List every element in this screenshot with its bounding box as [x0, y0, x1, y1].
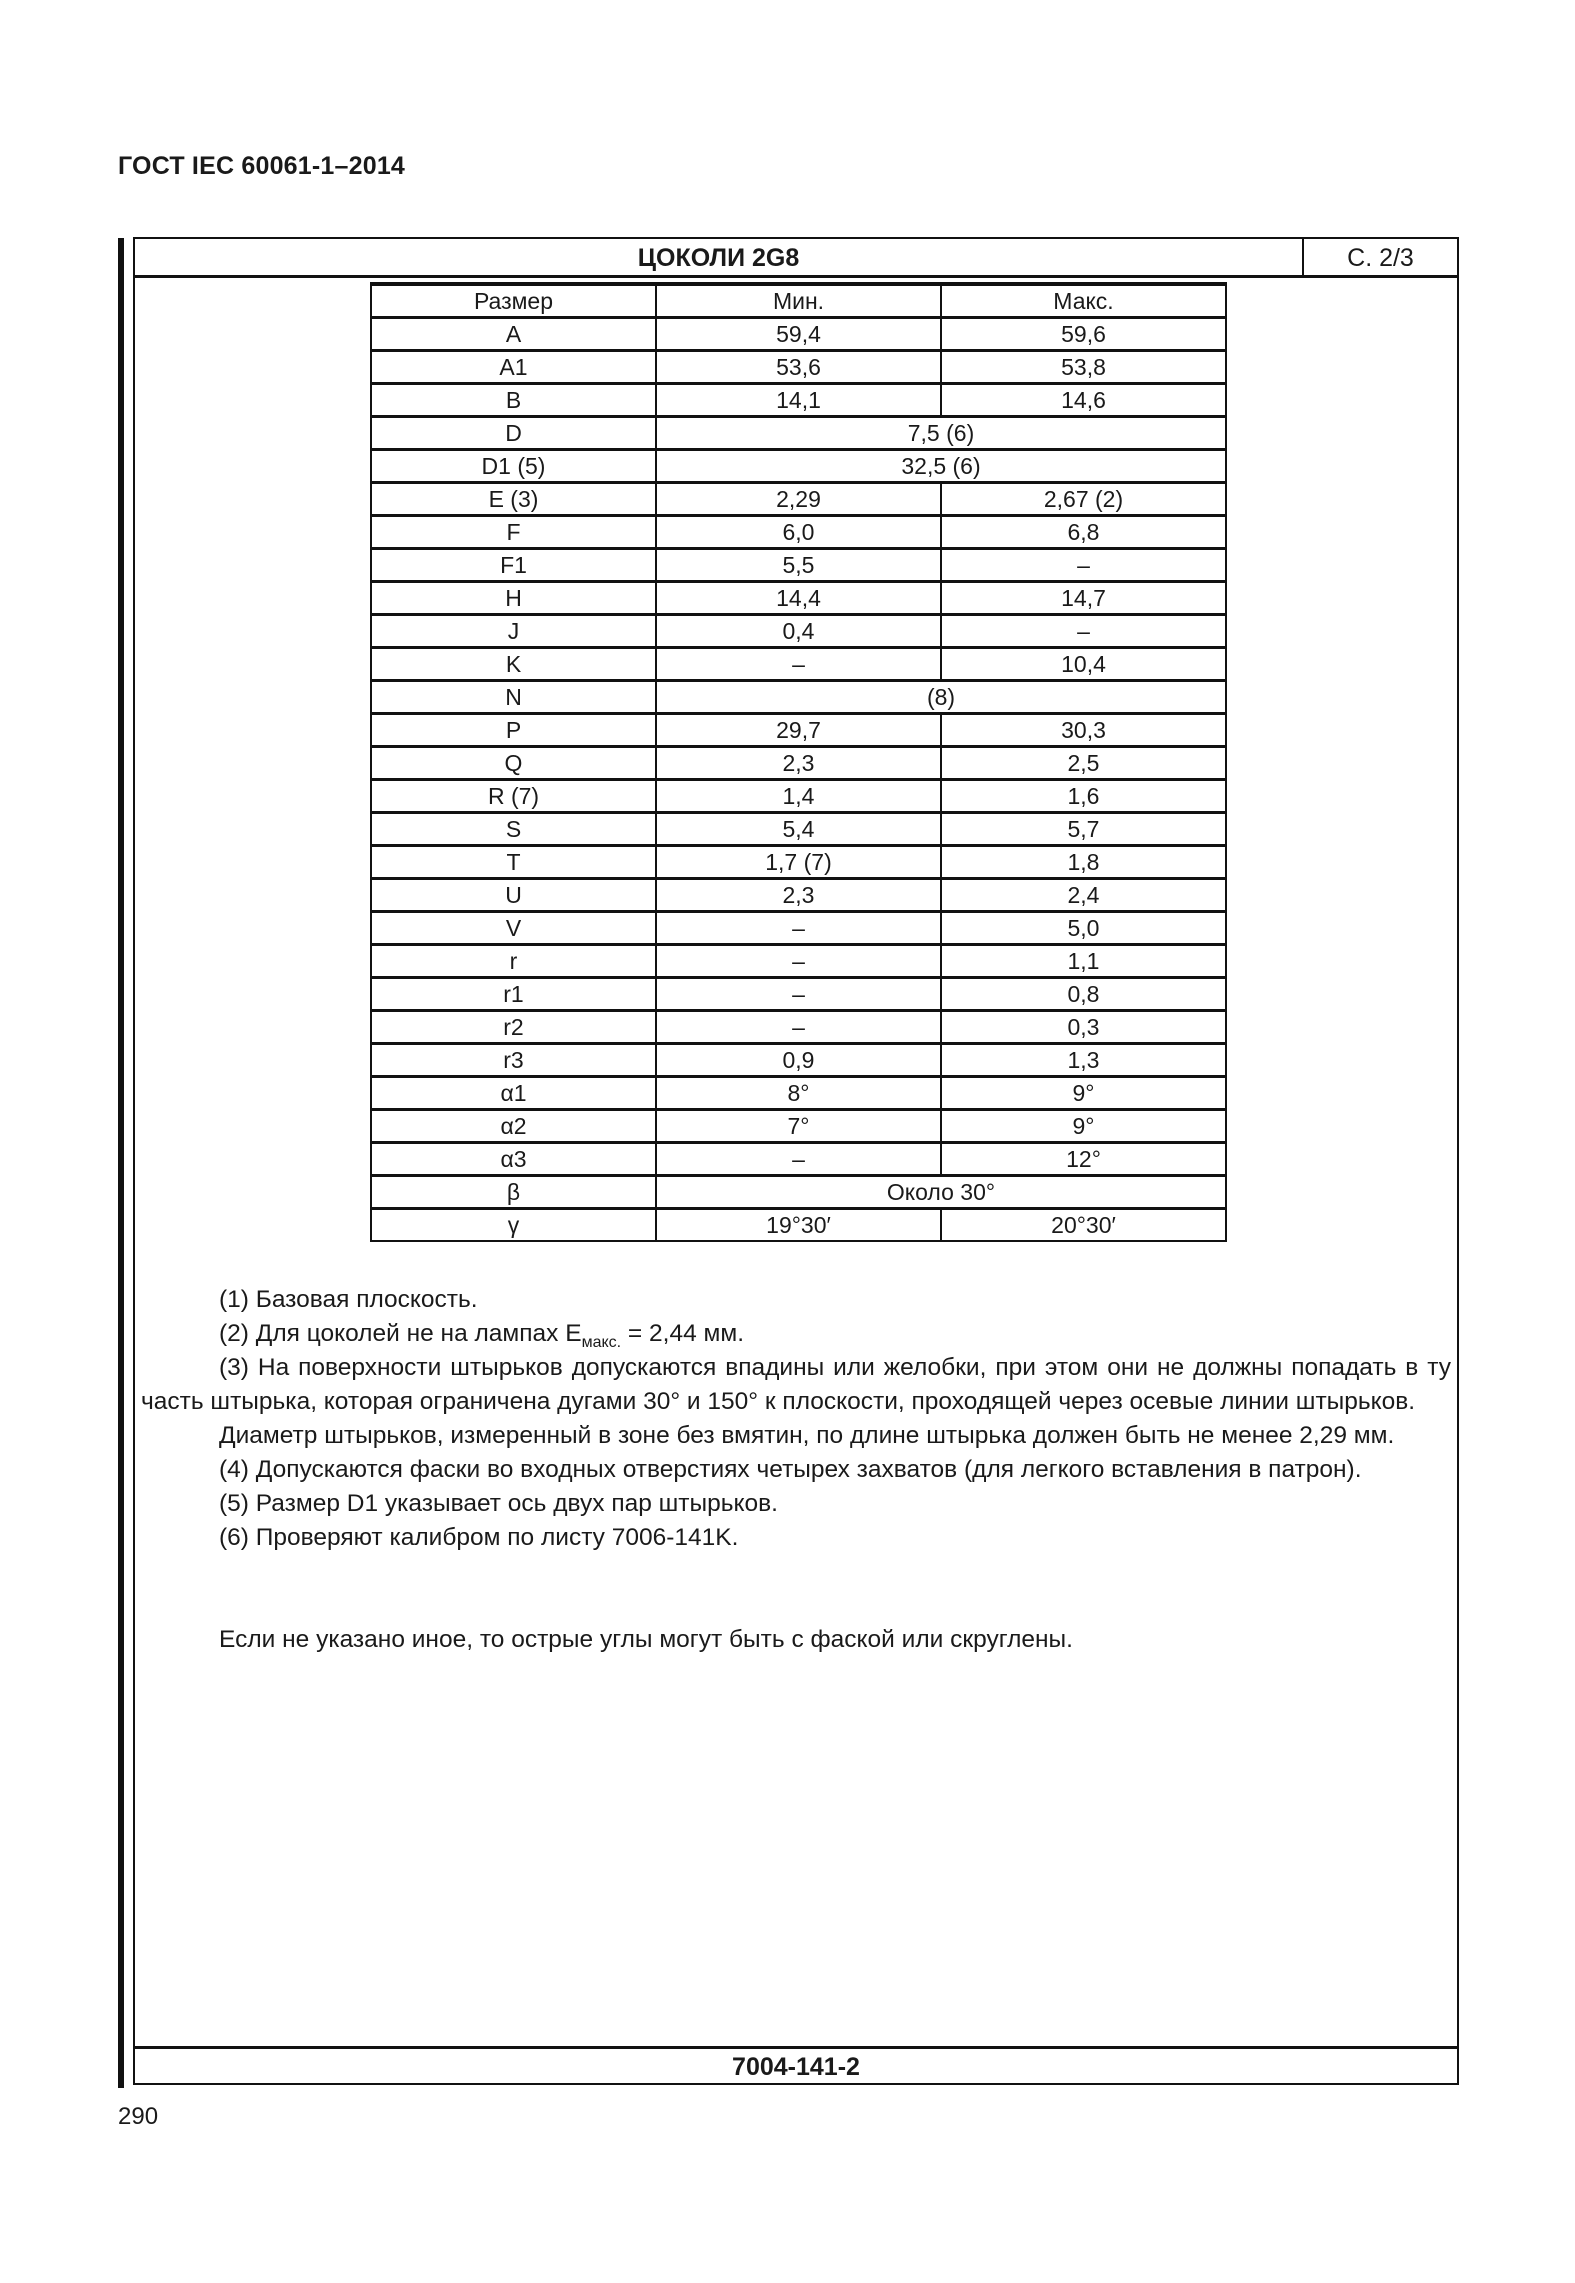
- table-row: [371, 681, 1226, 714]
- merged-value-cell: Около 30°: [656, 1176, 1226, 1209]
- dimensions-table: [370, 282, 1227, 1242]
- document-code: ГОСТ IEC 60061-1–2014: [118, 152, 406, 180]
- table-row: [371, 780, 1226, 813]
- dimension-cell: α3: [371, 1143, 656, 1176]
- frame-left-bar: [118, 238, 124, 2088]
- dimension-cell: B: [371, 384, 656, 417]
- table-row: [371, 747, 1226, 780]
- table-row: [371, 813, 1226, 846]
- dimension-cell: A1: [371, 351, 656, 384]
- dimension-cell: F1: [371, 549, 656, 582]
- max-cell: 59,6: [941, 318, 1226, 351]
- dimension-cell: T: [371, 846, 656, 879]
- min-cell: 0,4: [656, 615, 941, 648]
- max-cell: 12°: [941, 1143, 1226, 1176]
- max-cell: –: [941, 549, 1226, 582]
- min-cell: 7°: [656, 1110, 941, 1143]
- min-cell: 14,1: [656, 384, 941, 417]
- max-cell: 53,8: [941, 351, 1226, 384]
- max-cell: 0,3: [941, 1011, 1226, 1044]
- dimension-cell: r: [371, 945, 656, 978]
- note-3: (3) На поверхности штырьков допускаются впадины или желобки, при этом они не должны попадать в ту часть штырька, которая ограничена дугами 30° и 150° к плоскости, проходящей через осевые линии штырьков.: [141, 1354, 1451, 1415]
- min-cell: 8°: [656, 1077, 941, 1110]
- dimension-cell: Q: [371, 747, 656, 780]
- merged-value-cell: (8): [656, 681, 1226, 714]
- table-row: [371, 417, 1226, 450]
- dimension-cell: β: [371, 1176, 656, 1209]
- max-cell: 14,7: [941, 582, 1226, 615]
- general-note: Если не указано иное, то острые углы могут быть с фаской или скруглены.: [219, 1626, 1073, 1653]
- min-cell: 2,3: [656, 879, 941, 912]
- dimension-cell: α1: [371, 1077, 656, 1110]
- table-row: [371, 384, 1226, 417]
- min-cell: 29,7: [656, 714, 941, 747]
- table-row: [371, 450, 1226, 483]
- dimension-cell: H: [371, 582, 656, 615]
- dimension-cell: F: [371, 516, 656, 549]
- table-row: [371, 1011, 1226, 1044]
- table-row: [371, 1044, 1226, 1077]
- note-2-value: = 2,44 мм.: [621, 1320, 745, 1347]
- dimension-cell: r1: [371, 978, 656, 1011]
- min-cell: 1,4: [656, 780, 941, 813]
- max-cell: –: [941, 615, 1226, 648]
- table-header-row: [371, 284, 1226, 318]
- max-cell: 2,4: [941, 879, 1226, 912]
- min-cell: –: [656, 1011, 941, 1044]
- dimension-cell: N: [371, 681, 656, 714]
- dimension-cell: J: [371, 615, 656, 648]
- table-row: [371, 1209, 1226, 1242]
- table-row: [371, 1143, 1226, 1176]
- note-6: (6) Проверяют калибром по листу 7006-141K.: [219, 1524, 739, 1551]
- table-row: [371, 648, 1226, 681]
- min-cell: 0,9: [656, 1044, 941, 1077]
- dimension-cell: D: [371, 417, 656, 450]
- table-row: [371, 516, 1226, 549]
- merged-value-cell: 7,5 (6): [656, 417, 1226, 450]
- max-cell: 5,0: [941, 912, 1226, 945]
- table-row: [371, 846, 1226, 879]
- max-cell: 1,1: [941, 945, 1226, 978]
- min-cell: 6,0: [656, 516, 941, 549]
- table-row: [371, 351, 1226, 384]
- max-cell: 2,67 (2): [941, 483, 1226, 516]
- dimension-cell: r2: [371, 1011, 656, 1044]
- min-cell: 53,6: [656, 351, 941, 384]
- note-5: (5) Размер D1 указывает ось двух пар штырьков.: [219, 1490, 778, 1517]
- dimension-cell: U: [371, 879, 656, 912]
- max-cell: 0,8: [941, 978, 1226, 1011]
- sheet-title: ЦОКОЛИ 2G8: [637, 244, 800, 272]
- max-cell: 20°30′: [941, 1209, 1226, 1242]
- table-row: [371, 549, 1226, 582]
- sheet-page: С. 2/3: [1302, 239, 1457, 275]
- dimension-cell: R (7): [371, 780, 656, 813]
- note-2-text: (2) Для цоколей не на лампах E: [219, 1320, 582, 1347]
- dimension-cell: P: [371, 714, 656, 747]
- table-row: [371, 483, 1226, 516]
- max-cell: 30,3: [941, 714, 1226, 747]
- min-cell: –: [656, 648, 941, 681]
- min-cell: 59,4: [656, 318, 941, 351]
- sheet-frame: [133, 237, 1459, 2085]
- table-row: [371, 714, 1226, 747]
- note-1: (1) Базовая плоскость.: [219, 1286, 478, 1313]
- table-row: [371, 879, 1226, 912]
- note-2-subscript: макс.: [581, 1334, 622, 1351]
- min-cell: 19°30′: [656, 1209, 941, 1242]
- note-4: (4) Допускаются фаски во входных отверстиях четырех захватов (для легкого вставления в патрон).: [219, 1456, 1362, 1483]
- dimension-cell: α2: [371, 1110, 656, 1143]
- table-row: [371, 912, 1226, 945]
- column-header: Макс.: [941, 284, 1226, 318]
- min-cell: –: [656, 978, 941, 1011]
- min-cell: 5,4: [656, 813, 941, 846]
- max-cell: 1,8: [941, 846, 1226, 879]
- merged-value-cell: 32,5 (6): [656, 450, 1226, 483]
- min-cell: –: [656, 1143, 941, 1176]
- dimension-cell: E (3): [371, 483, 656, 516]
- min-cell: 2,3: [656, 747, 941, 780]
- sheet-header: [135, 239, 1457, 278]
- max-cell: 2,5: [941, 747, 1226, 780]
- table-row: [371, 945, 1226, 978]
- min-cell: –: [656, 912, 941, 945]
- min-cell: 5,5: [656, 549, 941, 582]
- min-cell: –: [656, 945, 941, 978]
- table-row: [371, 1176, 1226, 1209]
- max-cell: 1,6: [941, 780, 1226, 813]
- max-cell: 9°: [941, 1110, 1226, 1143]
- dimension-cell: K: [371, 648, 656, 681]
- max-cell: 5,7: [941, 813, 1226, 846]
- table-row: [371, 1077, 1226, 1110]
- dimension-cell: D1 (5): [371, 450, 656, 483]
- min-cell: 1,7 (7): [656, 846, 941, 879]
- max-cell: 10,4: [941, 648, 1226, 681]
- min-cell: 14,4: [656, 582, 941, 615]
- max-cell: 6,8: [941, 516, 1226, 549]
- page-number: 290: [118, 2103, 159, 2130]
- dimension-cell: γ: [371, 1209, 656, 1242]
- table-row: [371, 615, 1226, 648]
- column-header: Мин.: [656, 284, 941, 318]
- notes: [135, 1283, 1457, 1657]
- max-cell: 14,6: [941, 384, 1226, 417]
- max-cell: 1,3: [941, 1044, 1226, 1077]
- column-header: Размер: [371, 284, 656, 318]
- table-row: [371, 318, 1226, 351]
- dimension-cell: A: [371, 318, 656, 351]
- table-row: [371, 582, 1226, 615]
- dimension-cell: V: [371, 912, 656, 945]
- min-cell: 2,29: [656, 483, 941, 516]
- max-cell: 9°: [941, 1077, 1226, 1110]
- note-2: [141, 1317, 1451, 1351]
- sheet-footer-code: 7004-141-2: [135, 2046, 1457, 2083]
- dimension-cell: r3: [371, 1044, 656, 1077]
- note-3-diameter: Диаметр штырьков, измеренный в зоне без вмятин, по длине штырька должен быть не менее 2,29 мм.: [219, 1422, 1395, 1449]
- dimension-cell: S: [371, 813, 656, 846]
- table-row: [371, 978, 1226, 1011]
- table-row: [371, 1110, 1226, 1143]
